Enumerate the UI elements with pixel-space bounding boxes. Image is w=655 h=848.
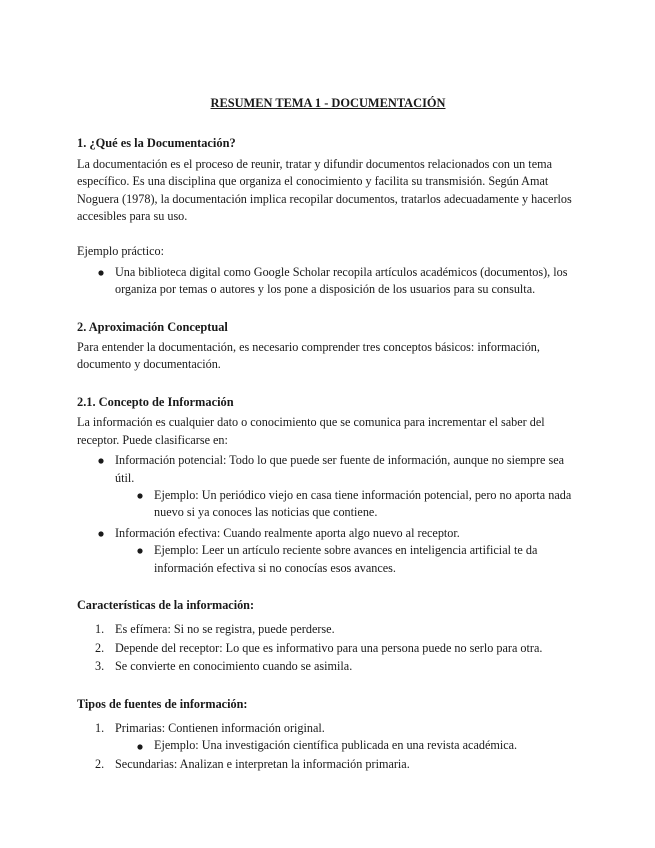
sub-list-item xyxy=(77,542,579,577)
characteristics-heading: Características de la información: xyxy=(77,597,255,612)
sources-list xyxy=(77,720,579,773)
list-item xyxy=(77,452,579,487)
numbered-item-text: Secundarias: Analizan e interpretan la información primaria. xyxy=(115,756,410,771)
section-1-heading: 1. ¿Qué es la Documentación? xyxy=(77,136,236,151)
item-number: 3. xyxy=(95,659,105,674)
list-item-text: Información efectiva: Cuando realmente aporta algo nuevo al receptor. xyxy=(115,525,460,540)
bullet-icon xyxy=(96,452,106,469)
document-title: RESUMEN TEMA 1 - DOCUMENTACIÓN xyxy=(210,96,446,110)
item-number: 1. xyxy=(95,720,105,735)
section-2-1-heading: 2.1. Concepto de Información xyxy=(77,394,234,409)
list-item-text: Una biblioteca digital como Google Scholar recopila artículos académicos (documentos), los organiza por temas o autores y los pone a disposición de los usuarios para su consulta. xyxy=(115,264,568,297)
sub-list-item-text: Ejemplo: Una investigación científica publicada en una revista académica. xyxy=(154,738,518,753)
numbered-item-text: Primarias: Contienen información original. xyxy=(115,720,325,735)
numbered-item-text: Se convierte en conocimiento cuando se asimila. xyxy=(115,659,353,674)
sub-list-item xyxy=(77,737,579,754)
numbered-item-text: Depende del receptor: Lo que es informativo para una persona puede no serlo para otra. xyxy=(115,640,543,655)
bullet-icon xyxy=(135,542,145,559)
list-item-text: Información potencial: Todo lo que puede ser fuente de información, aunque no siempre sea útil. xyxy=(115,453,565,485)
sub-list-item-text: Ejemplo: Un periódico viejo en casa tiene información potencial, pero no aporta nada nuevo si ya conoces las noticias que contiene. xyxy=(154,487,572,520)
characteristics-list xyxy=(77,621,579,675)
section-2-1-paragraph: La información es cualquier dato o conocimiento que se comunica para incrementar el saber del receptor. Puede clasificarse en: xyxy=(77,415,545,447)
section-1-paragraph: La documentación es el proceso de reunir, tratar y difundir documentos relacionados con un tema específico. Es una disciplina que organiza el conocimiento y facilita su transmisión. Según Amat Noguera (1978), la documentación implica recopilar documentos, tratarlos adecuadamente y hacerlos accesibles para su uso. xyxy=(77,156,572,224)
item-number: 1. xyxy=(95,622,105,637)
bullet-icon xyxy=(96,525,106,542)
list-item xyxy=(77,264,579,299)
item-number: 2. xyxy=(95,640,105,655)
section-2-heading: 2. Aproximación Conceptual xyxy=(77,319,228,334)
numbered-item xyxy=(77,756,579,773)
numbered-item xyxy=(77,640,579,657)
list-item xyxy=(77,525,579,542)
example-label: Ejemplo práctico: xyxy=(77,244,164,259)
numbered-item xyxy=(77,621,579,638)
bullet-icon xyxy=(96,264,106,281)
information-types-list xyxy=(77,452,579,577)
sub-list-item xyxy=(77,487,579,522)
sources-heading: Tipos de fuentes de información: xyxy=(77,696,248,711)
numbered-item-text: Es efímera: Si no se registra, puede perderse. xyxy=(115,622,335,637)
example-list xyxy=(77,264,579,299)
item-number: 2. xyxy=(95,756,105,771)
bullet-icon xyxy=(135,487,145,504)
document-body xyxy=(77,95,579,773)
section-2-paragraph: Para entender la documentación, es necesario comprender tres conceptos básicos: información, documento y documentación. xyxy=(77,340,540,372)
numbered-item xyxy=(77,658,579,675)
sub-list-item-text: Ejemplo: Leer un artículo reciente sobre avances en inteligencia artificial te da información efectiva si no conocías esos avances. xyxy=(154,543,538,575)
numbered-item xyxy=(77,720,579,737)
bullet-icon xyxy=(135,737,145,754)
